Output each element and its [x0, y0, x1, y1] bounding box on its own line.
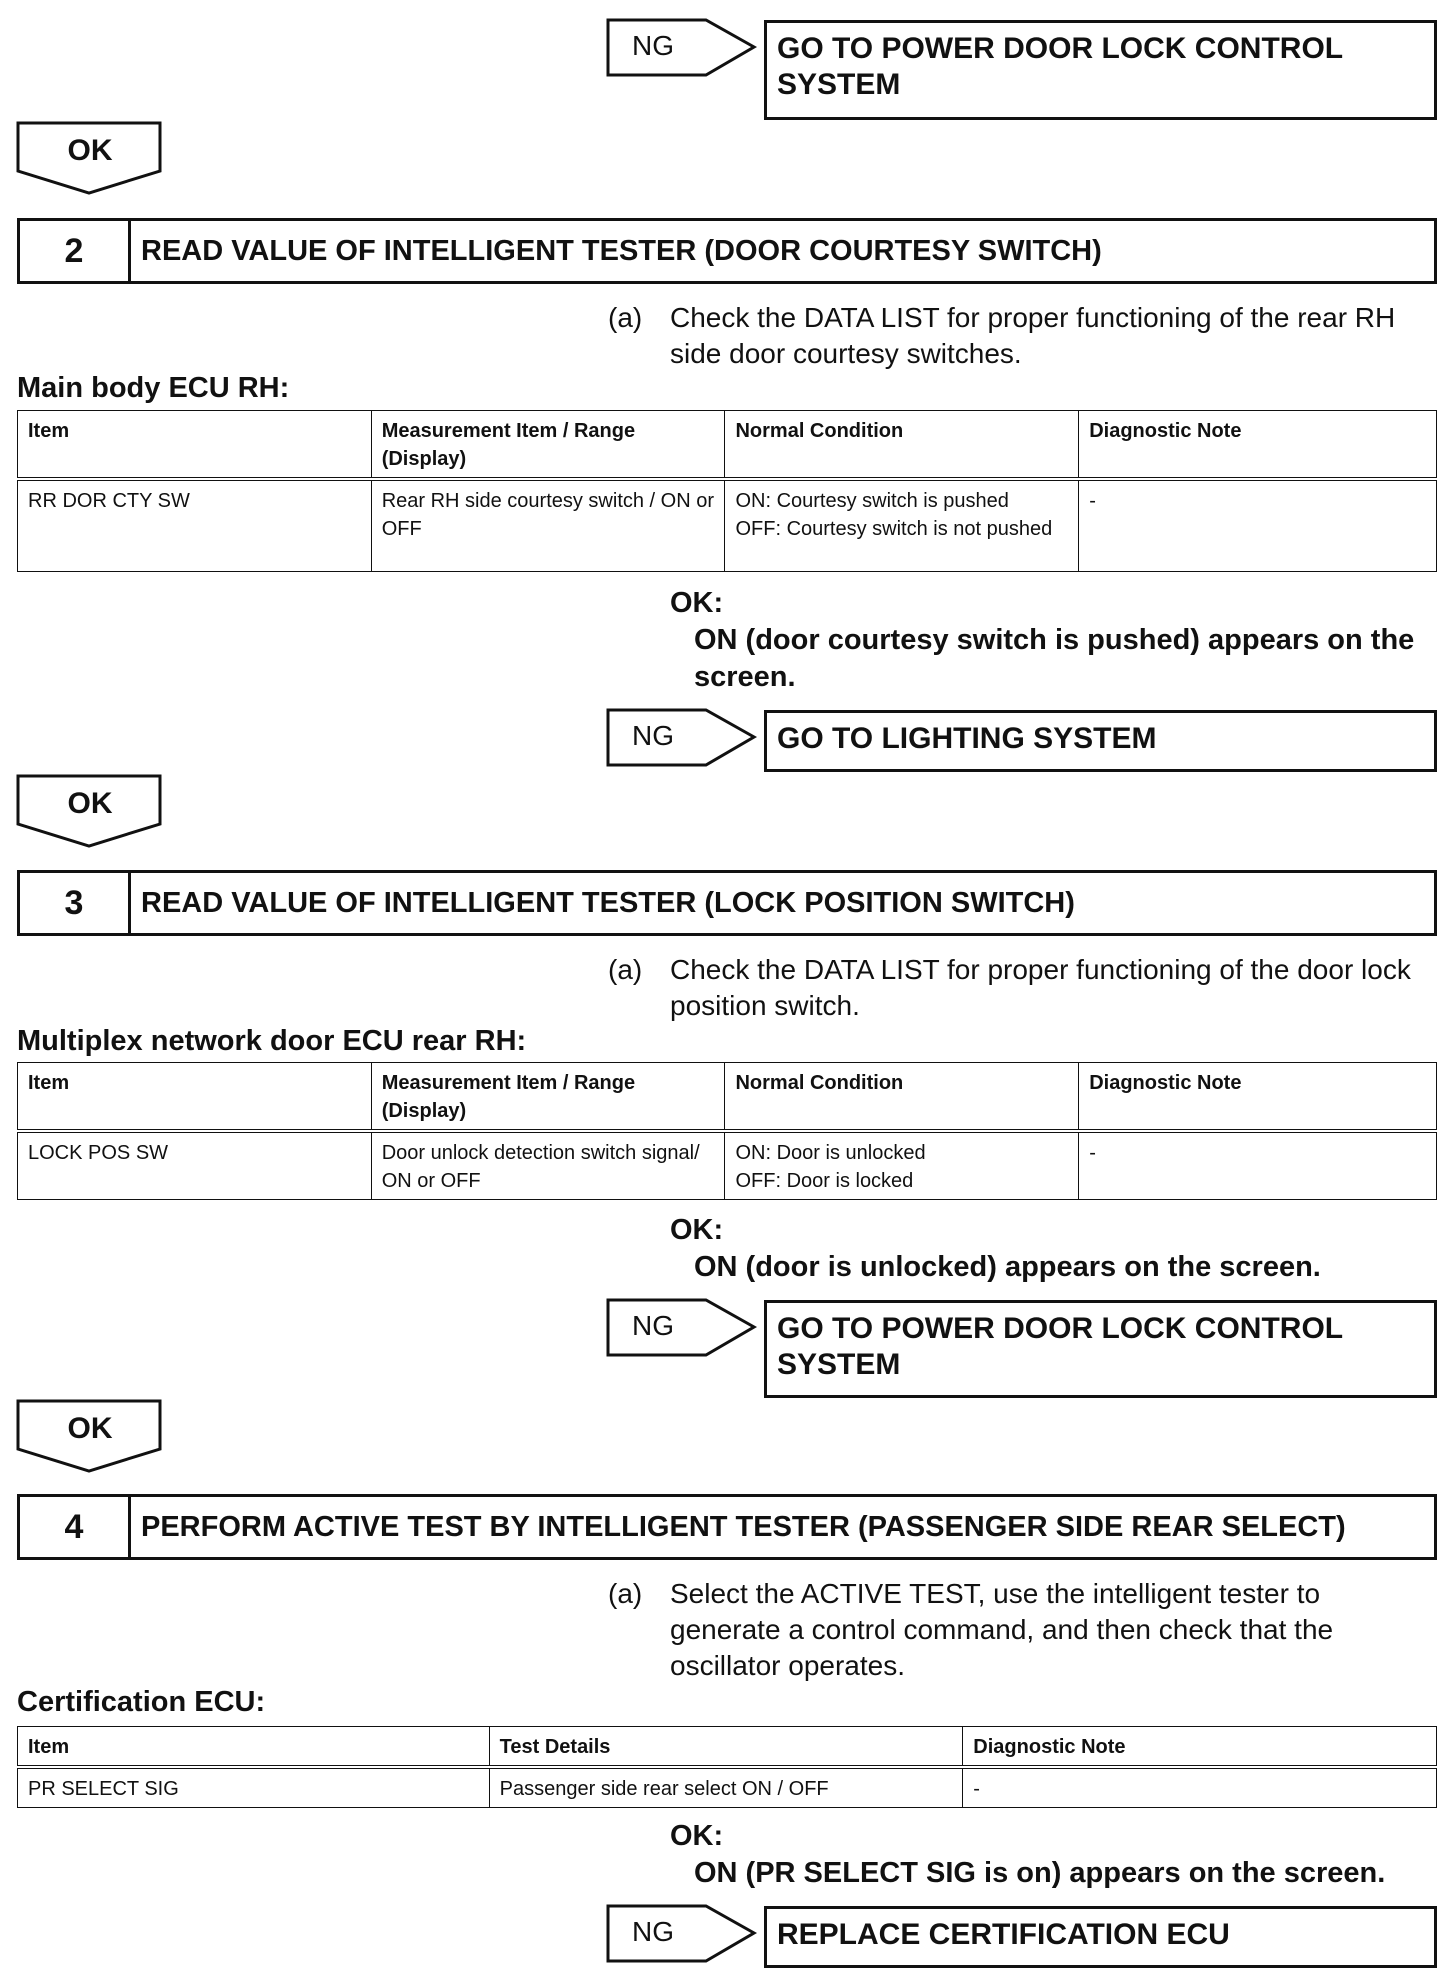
step-2-header — [17, 218, 1437, 284]
step-4-th-item: Item — [18, 1727, 490, 1768]
step-4-ok-condition — [670, 1818, 1454, 1892]
step-2-th-note: Diagnostic Note — [1079, 411, 1437, 480]
step-4-number: 4 — [20, 1497, 131, 1557]
step-3-instr-text: Check the DATA LIST for proper functioning of the door lock position switch. — [670, 954, 1411, 1021]
ng-label-2: NG — [632, 720, 674, 751]
step-4-cell-note: - — [963, 1767, 1437, 1808]
step-2-th-measure: Measurement Item / Range (Display) — [371, 411, 725, 480]
step-3-th-normal: Normal Condition — [725, 1063, 1079, 1132]
step-2-ok-label: OK: — [670, 587, 724, 619]
step-2-ok-condition — [670, 585, 1454, 696]
step-2-section-label: Main body ECU RH: — [17, 372, 290, 404]
step-3-section-label: Multiplex network door ECU rear RH: — [17, 1025, 527, 1057]
step-2-th-item: Item — [18, 411, 372, 480]
result-box-3: GO TO POWER DOOR LOCK CONTROL SYSTEM — [764, 1300, 1437, 1398]
step-4-th-details: Test Details — [489, 1727, 963, 1768]
step-2-number: 2 — [20, 221, 131, 281]
table-row — [18, 1131, 1437, 1200]
step-3-instr-letter: (a) — [608, 954, 643, 985]
step-4-cell-details: Passenger side rear select ON / OFF — [489, 1767, 963, 1808]
ok-label-1: OK — [67, 134, 113, 167]
ok-label-3: OK — [67, 1412, 113, 1445]
result-box-4: REPLACE CERTIFICATION ECU — [764, 1906, 1437, 1968]
step-3-header — [17, 870, 1437, 936]
table-row — [18, 479, 1437, 572]
step-2-th-normal: Normal Condition — [725, 411, 1079, 480]
step-4-instr-letter: (a) — [608, 1578, 643, 1609]
step-4-table — [17, 1726, 1437, 1808]
step-2-cell-measure: Rear RH side courtesy switch / ON or OFF — [371, 479, 725, 572]
result-box-2: GO TO LIGHTING SYSTEM — [764, 710, 1437, 772]
result-box-1: GO TO POWER DOOR LOCK CONTROL SYSTEM — [764, 20, 1437, 120]
step-4-cell-item: PR SELECT SIG — [18, 1767, 490, 1808]
step-3-cell-note: - — [1079, 1131, 1437, 1200]
step-4-header — [17, 1494, 1437, 1560]
ng-label-3: NG — [632, 1310, 674, 1341]
step-2-instr-letter: (a) — [608, 302, 643, 333]
step-4-ok-label: OK: — [670, 1820, 724, 1852]
step-3-cell-item: LOCK POS SW — [18, 1131, 372, 1200]
step-2-ok-text: ON (door courtesy switch is pushed) appears on the screen. — [694, 624, 1415, 693]
step-4-instr-text: Select the ACTIVE TEST, use the intelligent tester to generate a control command, and then check that the oscillator operates. — [670, 1578, 1334, 1681]
step-3-th-note: Diagnostic Note — [1079, 1063, 1437, 1132]
step-3-title: READ VALUE OF INTELLIGENT TESTER (LOCK POSITION SWITCH) — [141, 886, 1075, 919]
ok-label-2: OK — [67, 787, 113, 820]
step-3-ok-text: ON (door is unlocked) appears on the screen. — [694, 1251, 1321, 1283]
table-row — [18, 1767, 1437, 1808]
step-4-instruction — [608, 1576, 1438, 1686]
step-4-ok-text: ON (PR SELECT SIG is on) appears on the screen. — [694, 1857, 1386, 1889]
step-4-th-note: Diagnostic Note — [963, 1727, 1437, 1768]
ng-label-4: NG — [632, 1916, 674, 1947]
step-2-cell-normal: ON: Courtesy switch is pushed OFF: Courtesy switch is not pushed — [725, 479, 1079, 572]
step-3-ok-label: OK: — [670, 1214, 724, 1246]
step-2-table — [17, 410, 1437, 572]
step-3-ok-condition — [670, 1212, 1454, 1286]
step-3-cell-measure: Door unlock detection switch signal/ ON or OFF — [371, 1131, 725, 1200]
step-2-cell-item: RR DOR CTY SW — [18, 479, 372, 572]
step-2-instruction — [608, 300, 1438, 374]
step-4-title: PERFORM ACTIVE TEST BY INTELLIGENT TESTER (PASSENGER SIDE REAR SELECT) — [141, 1510, 1346, 1543]
step-3-table — [17, 1062, 1437, 1200]
step-3-cell-normal: ON: Door is unlocked OFF: Door is locked — [725, 1131, 1079, 1200]
step-3-number: 3 — [20, 873, 131, 933]
step-4-section-label: Certification ECU: — [17, 1686, 266, 1718]
ng-label-1: NG — [632, 30, 674, 61]
step-3-instruction — [608, 952, 1438, 1026]
step-2-instr-text: Check the DATA LIST for proper functioning of the rear RH side door courtesy switches. — [670, 302, 1396, 369]
step-2-title: READ VALUE OF INTELLIGENT TESTER (DOOR COURTESY SWITCH) — [141, 234, 1102, 267]
step-3-th-item: Item — [18, 1063, 372, 1132]
step-3-th-measure: Measurement Item / Range (Display) — [371, 1063, 725, 1132]
step-2-cell-note: - — [1079, 479, 1437, 572]
